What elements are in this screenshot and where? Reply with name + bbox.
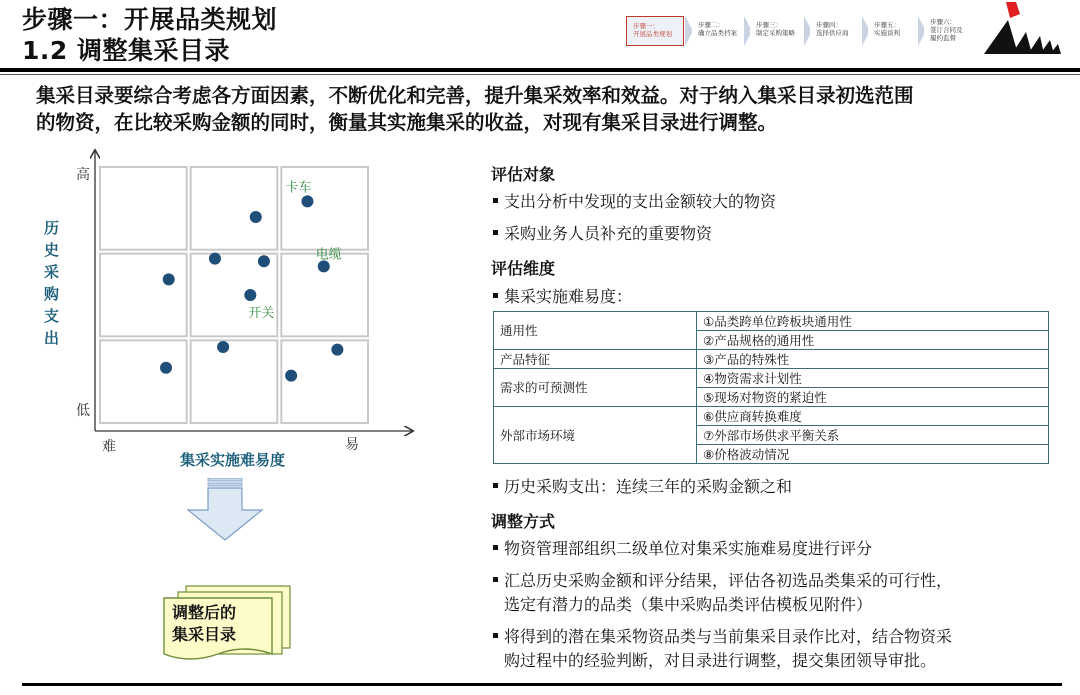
eval-target-title: 评估对象 [491,165,556,184]
step-2-label: 步骤二： [698,21,724,29]
step-5-label: 步骤五： [874,21,900,29]
evaluation-criteria-table [493,311,1049,464]
step-1[interactable] [626,16,684,46]
bullet-icon [493,545,498,550]
list-item [493,190,776,214]
intro-line-2: 的物资，在比较采购金额的同时，衡量其实施集采的收益，对现有集采目录进行调整。 [36,111,778,134]
step-3[interactable] [750,16,804,46]
y-axis-title-char: 历 [44,219,60,237]
matrix-cell [191,340,278,423]
table-dim-cell: 通用性 [494,312,697,350]
footer-divider [22,683,1062,686]
table-criteria-cell: ④物资需求计划性 [697,369,1049,388]
data-point [244,289,256,301]
data-point [209,253,221,265]
matrix-cell [100,340,187,423]
step-3-label: 步骤三： [756,21,782,29]
bullet-icon [493,577,498,582]
doc-label-line-1: 调整后的 [172,603,237,622]
company-logo [982,0,1062,58]
adjust-method-title: 调整方式 [491,512,556,531]
step-3-sublabel: 制定采购策略 [756,29,795,37]
step-4-sublabel: 选择供应商 [816,29,849,37]
adjust-item-1: 物资管理部组织二级单位对集采实施难易度进行评分 [504,539,873,558]
bullet-icon [493,633,498,638]
page-title: 步骤一：开展品类规划 [22,5,278,34]
data-point-label: 电缆 [315,247,342,263]
y-axis-title-char: 支 [44,307,60,325]
eval-target-item-2: 采购业务人员补充的重要物资 [504,224,713,243]
step-5-sublabel: 实施谈判 [874,29,900,37]
x-low-label: 难 [102,439,116,455]
step-1-sublabel: 开展品类规划 [633,30,672,38]
x-axis-title: 集采实施难易度 [180,451,286,469]
data-point-label: 卡车 [285,180,312,196]
matrix-cell [191,167,278,250]
adjust-item-2-line-1: 汇总历史采购金额和评分结果，评估各初选品类集采的可行性， [504,571,953,590]
step-1-label: 步骤一： [633,22,659,30]
matrix-cell [281,167,368,250]
page-subtitle: 1.2 调整集采目录 [22,36,230,65]
data-point [217,341,229,353]
y-low-label: 低 [76,403,90,419]
matrix-cell [100,167,187,250]
procurement-matrix-chart [40,145,430,475]
data-point [301,195,313,207]
table-dim-cell: 外部市场环境 [494,407,697,464]
down-arrow-icon [186,478,264,542]
step-5[interactable] [868,16,918,46]
step-4-label: 步骤四： [816,21,842,29]
table-criteria-cell: ①品类跨单位跨板块通用性 [697,312,1049,331]
history-spend-label: 历史采购支出：连续三年的采购金额之和 [504,477,793,496]
data-point [250,211,262,223]
table-criteria-cell: ⑧价格波动情况 [697,445,1049,464]
intro-paragraph [36,82,1056,136]
eval-dimension-title: 评估维度 [491,259,556,278]
y-axis-title-char: 采 [44,263,60,281]
bullet-icon [493,230,498,235]
adjust-item-2-line-2: 选定有潜力的品类（集中采购品类评估模板见附件） [504,595,873,614]
table-dim-cell: 需求的可预测性 [494,369,697,407]
table-row [494,350,1049,369]
y-axis-title-char: 购 [44,285,60,303]
intro-line-1: 集采目录要综合考虑各方面因素，不断优化和完善，提升集采效率和效益。对于纳入集采目录初选范围 [36,84,914,107]
data-point [160,362,172,374]
matrix-grid [100,167,368,423]
adjusted-catalog-label [172,602,282,646]
matrix-cell [100,254,187,337]
step-6-sublabel: 签订合同及 [930,26,963,34]
y-axis-title [44,219,59,347]
step-2[interactable] [692,16,744,46]
step-4[interactable] [810,16,862,46]
page-header [22,4,277,66]
header-divider [0,68,1080,72]
y-high-label: 高 [76,167,90,183]
eval-target-item-1: 支出分析中发现的支出金额较大的物资 [504,192,777,211]
data-point [258,255,270,267]
x-high-label: 易 [345,437,359,453]
matrix-cell [281,340,368,423]
table-criteria-cell: ⑤现场对物资的紧迫性 [697,388,1049,407]
difficulty-label: 集采实施难易度： [504,287,633,306]
list-item [493,222,712,246]
list-item [493,285,632,309]
adjust-item-3-line-2: 购过程中的经验判断，对目录进行调整，提交集团领导审批。 [504,651,937,670]
list-item [493,537,872,561]
bullet-icon [493,483,498,488]
table-row [494,312,1049,331]
table-row [494,369,1049,388]
table-criteria-cell: ⑥供应商转换难度 [697,407,1049,426]
adjust-item-3-line-1: 将得到的潜在集采物资品类与当前集采目录作比对，结合物资采 [504,627,953,646]
y-axis-title-char: 史 [44,241,60,259]
y-axis-title-char: 出 [44,329,60,347]
data-point [285,370,297,382]
step-2-sublabel: 确立品类档案 [698,29,737,37]
data-point [163,273,175,285]
bullet-icon [493,293,498,298]
table-criteria-cell: ③产品的特殊性 [697,350,1049,369]
step-6-label: 步骤六： [930,18,956,26]
list-item [493,475,792,499]
step-6[interactable] [924,16,971,46]
table-criteria-cell: ②产品规格的通用性 [697,331,1049,350]
list-item [493,569,952,593]
list-item [493,625,952,649]
step-navigator [626,16,971,50]
data-point-label: 开关 [248,306,275,321]
table-criteria-cell: ⑦外部市场供求平衡关系 [697,426,1049,445]
data-point [331,344,343,356]
header-divider-thin [0,74,1080,75]
bullet-icon [493,198,498,203]
step-6-sublabel-2: 履约监督 [930,34,956,42]
table-row [494,407,1049,426]
table-dim-cell: 产品特征 [494,350,697,369]
doc-label-line-2: 集采目录 [172,625,237,644]
